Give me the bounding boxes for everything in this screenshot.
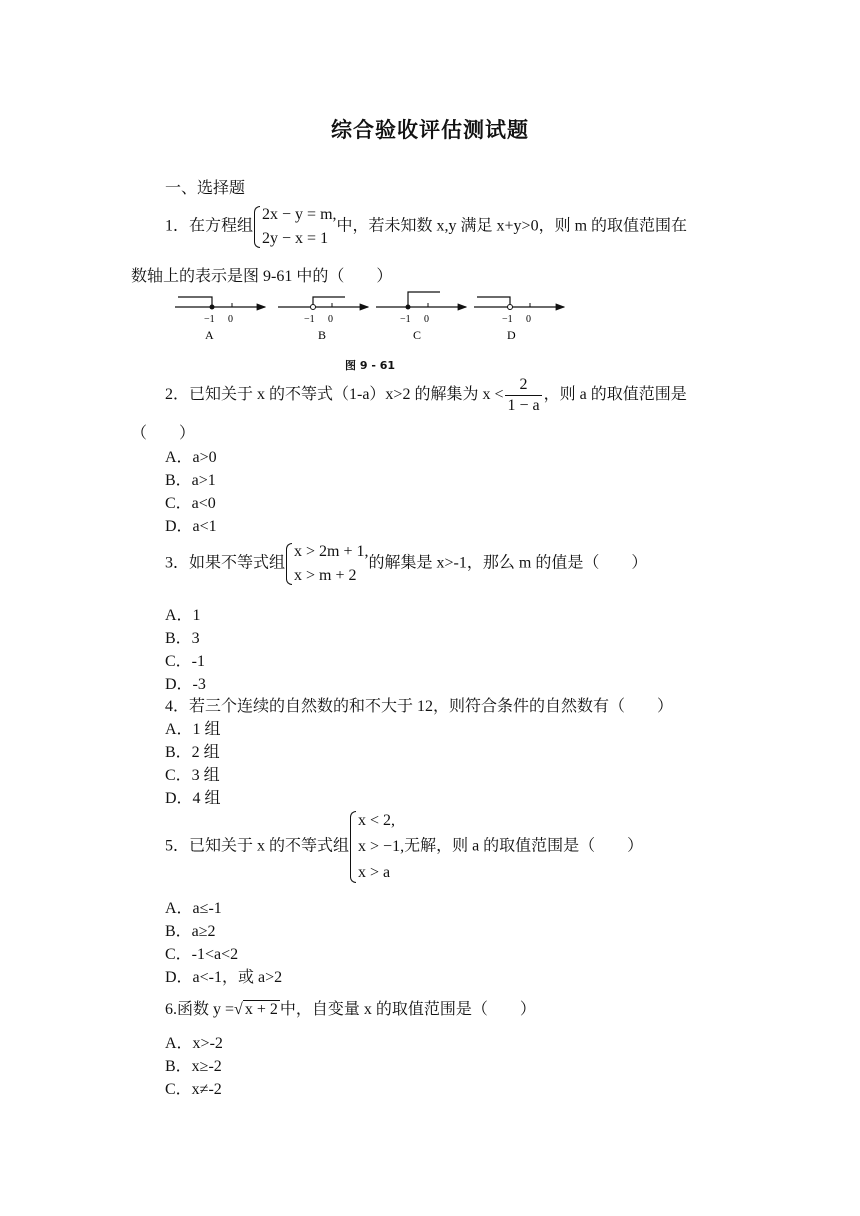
tick-label: 0 [424,314,429,325]
q4-option-b: B．2 组 [165,744,220,761]
q2-option-c: C．a<0 [165,495,216,512]
q3-option-c: C．-1 [165,653,206,670]
section-heading: 一、选择题 [165,180,246,197]
q5-eq2: x > −1, [358,838,405,855]
q2-prefix: 2．已知关于 x 的不等式（1-a）x>2 的解集为 x < [165,386,504,404]
tick-label: −1 [304,314,315,325]
question-6 [165,996,536,1019]
q5-option-d: D．a<-1，或 a>2 [165,969,283,986]
question-2 [165,375,687,416]
tick-label: −1 [502,314,513,325]
q4-option-c: C．3 组 [165,767,220,784]
question-5 [165,808,643,886]
q5-inequality-system [349,808,404,886]
q2-fraction [505,375,541,416]
sqrt-icon: √ [234,1001,243,1018]
q5-option-a: A．a≤-1 [165,900,222,917]
q6-suffix: 中，自变量 x 的取值范围是（ ） [279,1001,536,1018]
number-line-d [474,297,564,342]
page-title: 综合验收评估测试题 [331,118,529,142]
q5-eq3: x > a [358,864,391,881]
q6-radicand: x + 2 [244,1001,278,1018]
q3-eq2: x > m + 2 [294,567,357,584]
q2-blank: （ ） [131,425,196,442]
option-label-b: B [318,328,327,342]
q3-option-d: D．-3 [165,676,206,693]
q4-option-d: D．4 组 [165,790,221,807]
q3-option-b: B．3 [165,630,200,647]
number-line-c [376,292,466,342]
tick-label: −1 [204,314,215,325]
q1-eq2: 2y − x = 1 [262,230,329,247]
q1-eq1: 2x − y = m, [262,206,337,223]
question-3 [165,540,647,588]
q5-eq1: x < 2, [358,812,396,829]
q2-option-a: A．a>0 [165,449,217,466]
q3-prefix: 3．如果不等式组 [165,554,286,572]
q2-option-d: D．a<1 [165,518,217,535]
option-label-d: D [507,328,516,342]
number-line-b [278,297,368,342]
q6-prefix: 6.函数 y = [165,1001,235,1018]
q1-mid: 中，若未知数 x,y 满足 x+y>0，则 m 的取值范围在 [336,217,688,235]
q6-option-b: B．x≥-2 [165,1058,222,1075]
q1-prefix: 1．在方程组 [165,217,254,235]
q3-inequality-system [285,540,369,588]
q1-line2: 数轴上的表示是图 9-61 中的（ ） [131,268,393,285]
q2-option-b: B．a>1 [165,472,216,489]
tick-label: −1 [400,314,411,325]
question-4: 4．若三个连续的自然数的和不大于 12，则符合条件的自然数有（ ） [165,698,674,715]
figure-caption: 图 9 - 61 [345,359,396,372]
q3-suffix: 的解集是 x>-1，那么 m 的值是（ ） [368,554,648,572]
q5-prefix: 5．已知关于 x 的不等式组 [165,837,350,855]
q2-numerator: 2 [505,375,541,396]
tick-label: 0 [526,314,531,325]
q5-option-b: B．a≥2 [165,923,216,940]
q5-suffix: 无解，则 a 的取值范围是（ ） [404,837,644,855]
question-1 [165,203,687,251]
q5-option-c: C．-1<a<2 [165,946,239,963]
tick-label: 0 [228,314,233,325]
tick-label: 0 [328,314,333,325]
option-label-a: A [205,328,214,342]
q6-option-a: A．x>-2 [165,1035,223,1052]
q1-equation-system [253,203,337,251]
q4-option-a: A．1 组 [165,721,221,738]
q3-eq1: x > 2m + 1, [294,543,369,560]
q3-option-a: A．1 [165,607,201,624]
q6-option-c: C．x≠-2 [165,1081,222,1098]
option-label-c: C [413,328,422,342]
q2-denominator: 1 − a [507,397,540,414]
q2-suffix: ，则 a 的取值范围是 [543,386,687,404]
number-line-a [175,297,265,342]
